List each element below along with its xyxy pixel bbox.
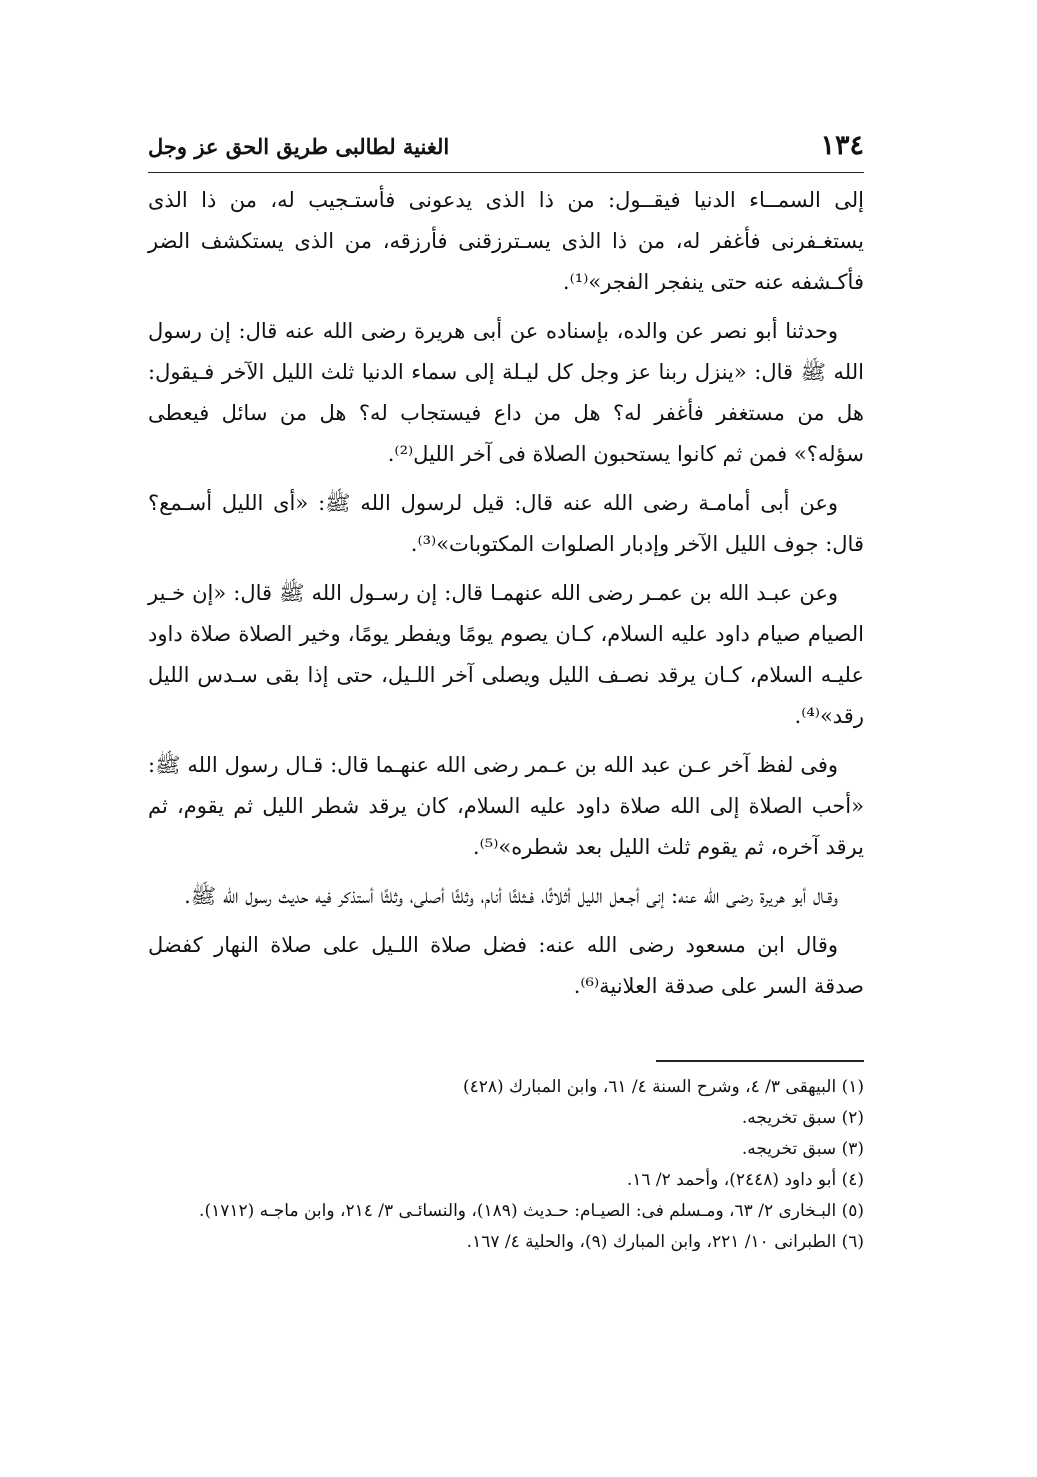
footnote: (٥) البـخارى ٢/ ٦٣، ومـسلم فى: الصيـام: حـديث (١٨٩)، والنسائـى ٣/ ٢١٤، وابن ماجـه (١٧١٢). bbox=[199, 1201, 864, 1221]
footnote: (٢) سبق تخريجه. bbox=[741, 1108, 864, 1128]
footnotes bbox=[148, 1072, 864, 1258]
paragraph: إلى السمــاء الدنيا فيقــول: من ذا الذى يدعونى فأستـجيب له، من ذا الذى يستغـفرنى فأغفر له، من ذا الذى يسـترزقنى فأرزقه، من الذى يستكشف الضر فأكـشفه عنه حتى ينفجر الفجر»⁽¹⁾. bbox=[148, 188, 864, 294]
page-header bbox=[148, 128, 864, 168]
footnote: (٦) الطبرانى ١٠/ ٢٢١، وابن المبارك (٩)، والحلية ٤/ ١٦٧. bbox=[466, 1232, 864, 1252]
footnote-separator bbox=[656, 1060, 864, 1062]
footnote: (٤) أبو داود (٢٤٤٨)، وأحمد ٢/ ١٦. bbox=[626, 1170, 864, 1190]
footnote: (٣) سبق تخريجه. bbox=[741, 1139, 864, 1159]
paragraph: وحدثنا أبو نصر عن والده، بإسناده عن أبى هريرة رضى الله عنه قال: إن رسول الله ﷺ قال: «ينزل ربنا عز وجل كل ليـلة إلى سماء الدنيا ثلث الليل الآخر فـيقول: هل من مستغفر فأغفر له؟ هل من داع فيستجاب له؟ هل من سائل فيعطى سؤله؟» فمن ثم كانوا يستحبون الصلاة فى آخر الليل⁽²⁾. bbox=[148, 319, 864, 466]
running-title: الغنية لطالبى طريق الحق عز وجل bbox=[148, 134, 450, 159]
paragraph: وفى لفظ آخر عـن عبد الله بن عـمر رضى الله عنهـما قال: قـال رسول الله ﷺ: «أحب الصلاة إلى الله صلاة داود عليه السلام، كان يرقد شطر الليل ثم يقوم، ثم يرقد آخره، ثم يقوم ثلث الليل بعد شطره»⁽⁵⁾. bbox=[148, 753, 864, 859]
paragraph: وعن أبى أمامـة رضى الله عنه قال: قيل لرسول الله ﷺ: «أى الليل أسـمع؟ قال: جوف الليل الآخر وإدبار الصلوات المكتوبات»⁽³⁾. bbox=[148, 491, 864, 556]
paragraph: وقـال أبو هريرة رضى الله عنه: إنى أجـعل الليل أثلاثًا، فـثلثًا أنام، وثلثًا أصلى، وثلثًا أستذكر فيه حديث رسول الله ﷺ. bbox=[184, 884, 838, 908]
page-number: ١٣٤ bbox=[820, 130, 864, 161]
main-text bbox=[148, 180, 864, 1015]
paragraph: وقال ابن مسعود رضى الله عنه: فضل صلاة اللـيل على صلاة النهار كفضل صدقة السر على صدقة العلانية⁽⁶⁾. bbox=[148, 933, 864, 998]
paragraph: وعن عبـد الله بن عمـر رضى الله عنهمـا قال: إن رسـول الله ﷺ قال: «إن خـير الصيام صيام داود عليه السلام، كـان يصوم يومًا ويفطر يومًا، وخير الصلاة صلاة داود عليـه السلام، كـان يرقد نصـف الليل ويصلى آخر اللـيل، حتى إذا بقى سـدس الليل رقد»⁽⁴⁾. bbox=[148, 581, 864, 728]
footnote: (١) البيهقى ٣/ ٤، وشرح السنة ٤/ ٦١، وابن المبارك (٤٢٨) bbox=[462, 1077, 864, 1097]
header-rule bbox=[148, 172, 864, 173]
